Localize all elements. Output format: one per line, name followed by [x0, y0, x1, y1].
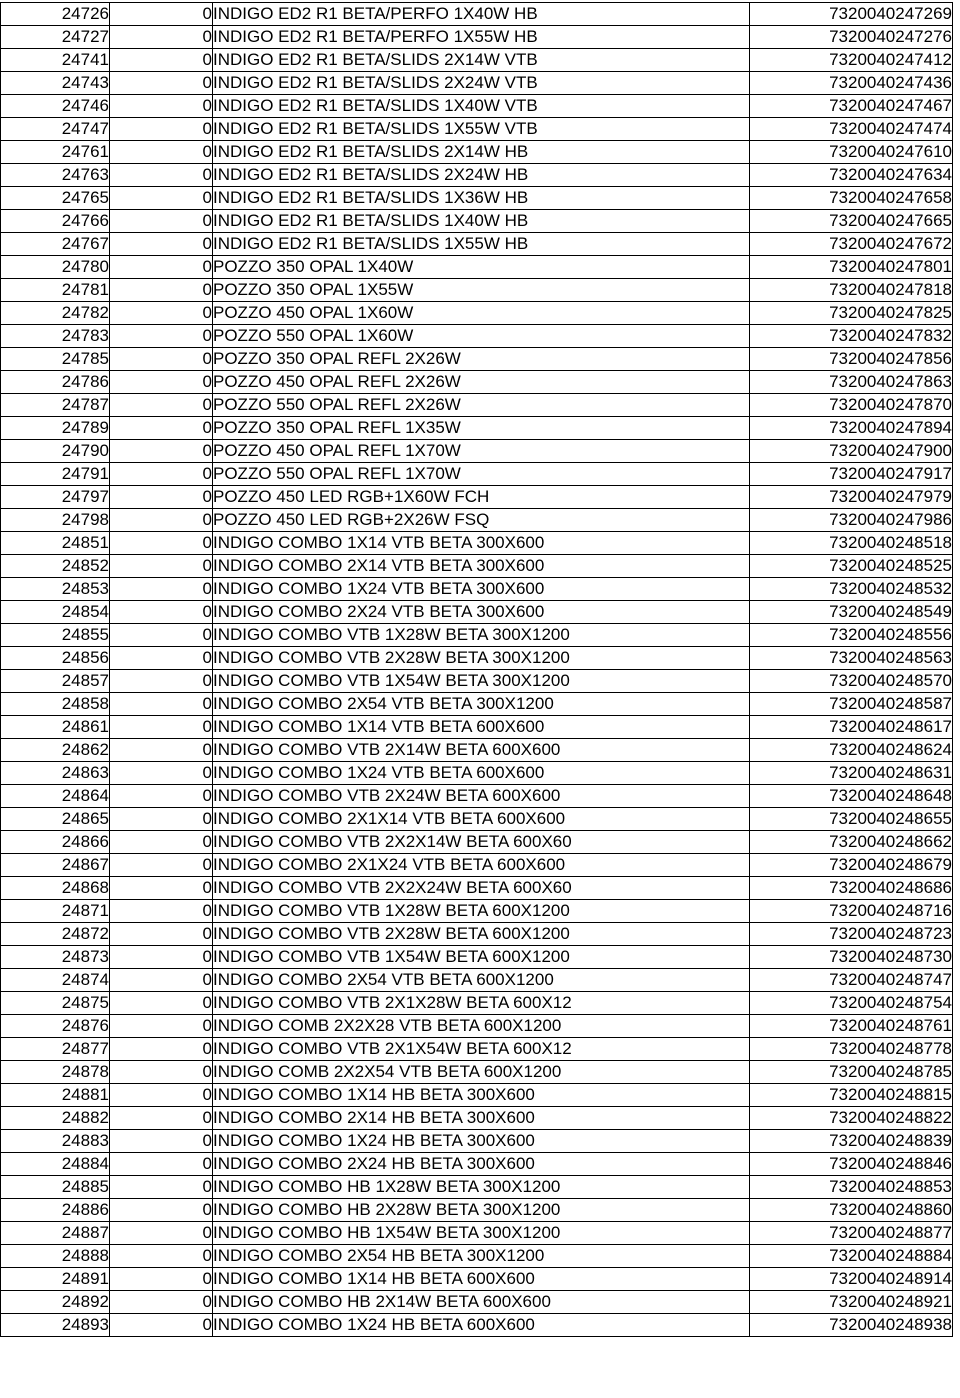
ean-cell: 7320040247979 — [750, 486, 953, 509]
article-code-cell: 24746 — [1, 95, 110, 118]
table-row — [1, 992, 953, 1015]
quantity-cell: 0 — [110, 49, 213, 72]
description-cell: INDIGO COMBO VTB 1X54W BETA 600X1200 — [213, 946, 750, 969]
ean-cell: 7320040247856 — [750, 348, 953, 371]
description-cell: POZZO 450 OPAL 1X60W — [213, 302, 750, 325]
article-code-cell: 24786 — [1, 371, 110, 394]
description-cell: POZZO 450 OPAL REFL 2X26W — [213, 371, 750, 394]
quantity-cell: 0 — [110, 371, 213, 394]
description-cell: INDIGO ED2 R1 BETA/PERFO 1X55W HB — [213, 26, 750, 49]
description-cell: INDIGO COMBO 2X24 HB BETA 300X600 — [213, 1153, 750, 1176]
article-code-cell: 24853 — [1, 578, 110, 601]
ean-cell: 7320040247467 — [750, 95, 953, 118]
ean-cell: 7320040248549 — [750, 601, 953, 624]
description-cell: INDIGO COMBO VTB 2X14W BETA 600X600 — [213, 739, 750, 762]
article-code-cell: 24855 — [1, 624, 110, 647]
description-cell: INDIGO COMBO 1X24 HB BETA 300X600 — [213, 1130, 750, 1153]
quantity-cell: 0 — [110, 210, 213, 233]
description-cell: POZZO 450 OPAL REFL 1X70W — [213, 440, 750, 463]
table-row — [1, 233, 953, 256]
description-cell: INDIGO ED2 R1 BETA/SLIDS 2X14W VTB — [213, 49, 750, 72]
description-cell: INDIGO COMBO HB 1X54W BETA 300X1200 — [213, 1222, 750, 1245]
quantity-cell: 0 — [110, 1268, 213, 1291]
article-code-cell: 24863 — [1, 762, 110, 785]
quantity-cell: 0 — [110, 72, 213, 95]
product-table — [0, 2, 953, 1337]
article-code-cell: 24884 — [1, 1153, 110, 1176]
quantity-cell: 0 — [110, 3, 213, 26]
article-code-cell: 24892 — [1, 1291, 110, 1314]
quantity-cell: 0 — [110, 141, 213, 164]
ean-cell: 7320040248761 — [750, 1015, 953, 1038]
ean-cell: 7320040248587 — [750, 693, 953, 716]
quantity-cell: 0 — [110, 486, 213, 509]
description-cell: INDIGO COMBO 1X14 HB BETA 600X600 — [213, 1268, 750, 1291]
ean-cell: 7320040248877 — [750, 1222, 953, 1245]
article-code-cell: 24866 — [1, 831, 110, 854]
ean-cell: 7320040247276 — [750, 26, 953, 49]
ean-cell: 7320040248839 — [750, 1130, 953, 1153]
table-row — [1, 670, 953, 693]
quantity-cell: 0 — [110, 877, 213, 900]
ean-cell: 7320040248662 — [750, 831, 953, 854]
description-cell: POZZO 550 OPAL 1X60W — [213, 325, 750, 348]
ean-cell: 7320040248518 — [750, 532, 953, 555]
table-row — [1, 1107, 953, 1130]
article-code-cell: 24727 — [1, 26, 110, 49]
description-cell: POZZO 550 OPAL REFL 2X26W — [213, 394, 750, 417]
table-row — [1, 1061, 953, 1084]
table-row — [1, 969, 953, 992]
quantity-cell: 0 — [110, 716, 213, 739]
ean-cell: 7320040248679 — [750, 854, 953, 877]
description-cell: INDIGO COMBO VTB 2X24W BETA 600X600 — [213, 785, 750, 808]
ean-cell: 7320040247917 — [750, 463, 953, 486]
table-row — [1, 716, 953, 739]
ean-cell: 7320040248853 — [750, 1176, 953, 1199]
quantity-cell: 0 — [110, 739, 213, 762]
article-code-cell: 24872 — [1, 923, 110, 946]
article-code-cell: 24877 — [1, 1038, 110, 1061]
quantity-cell: 0 — [110, 992, 213, 1015]
ean-cell: 7320040247412 — [750, 49, 953, 72]
table-row — [1, 210, 953, 233]
table-row — [1, 647, 953, 670]
description-cell: INDIGO ED2 R1 BETA/SLIDS 1X36W HB — [213, 187, 750, 210]
quantity-cell: 0 — [110, 762, 213, 785]
table-row — [1, 555, 953, 578]
quantity-cell: 0 — [110, 1015, 213, 1038]
table-row — [1, 923, 953, 946]
article-code-cell: 24883 — [1, 1130, 110, 1153]
table-row — [1, 1222, 953, 1245]
table-row — [1, 26, 953, 49]
quantity-cell: 0 — [110, 279, 213, 302]
description-cell: INDIGO ED2 R1 BETA/SLIDS 2X24W HB — [213, 164, 750, 187]
description-cell: INDIGO COMBO VTB 2X1X54W BETA 600X12 — [213, 1038, 750, 1061]
description-cell: INDIGO COMBO 1X24 HB BETA 600X600 — [213, 1314, 750, 1337]
table-row — [1, 325, 953, 348]
table-row — [1, 624, 953, 647]
table-row — [1, 417, 953, 440]
article-code-cell: 24791 — [1, 463, 110, 486]
quantity-cell: 0 — [110, 440, 213, 463]
description-cell: INDIGO COMB 2X2X54 VTB BETA 600X1200 — [213, 1061, 750, 1084]
ean-cell: 7320040248655 — [750, 808, 953, 831]
description-cell: INDIGO COMB 2X2X28 VTB BETA 600X1200 — [213, 1015, 750, 1038]
table-row — [1, 693, 953, 716]
quantity-cell: 0 — [110, 601, 213, 624]
description-cell: INDIGO COMBO VTB 2X2X24W BETA 600X60 — [213, 877, 750, 900]
table-row — [1, 49, 953, 72]
quantity-cell: 0 — [110, 26, 213, 49]
ean-cell: 7320040248785 — [750, 1061, 953, 1084]
article-code-cell: 24871 — [1, 900, 110, 923]
description-cell: POZZO 450 LED RGB+2X26W FSQ — [213, 509, 750, 532]
quantity-cell: 0 — [110, 256, 213, 279]
quantity-cell: 0 — [110, 1176, 213, 1199]
article-code-cell: 24741 — [1, 49, 110, 72]
article-code-cell: 24868 — [1, 877, 110, 900]
article-code-cell: 24873 — [1, 946, 110, 969]
description-cell: INDIGO COMBO VTB 2X2X14W BETA 600X60 — [213, 831, 750, 854]
ean-cell: 7320040248938 — [750, 1314, 953, 1337]
ean-cell: 7320040247610 — [750, 141, 953, 164]
description-cell: POZZO 350 OPAL 1X55W — [213, 279, 750, 302]
article-code-cell: 24767 — [1, 233, 110, 256]
table-row — [1, 762, 953, 785]
ean-cell: 7320040248822 — [750, 1107, 953, 1130]
article-code-cell: 24886 — [1, 1199, 110, 1222]
table-row — [1, 877, 953, 900]
ean-cell: 7320040248860 — [750, 1199, 953, 1222]
article-code-cell: 24862 — [1, 739, 110, 762]
ean-cell: 7320040248617 — [750, 716, 953, 739]
ean-cell: 7320040247634 — [750, 164, 953, 187]
ean-cell: 7320040248570 — [750, 670, 953, 693]
article-code-cell: 24780 — [1, 256, 110, 279]
article-code-cell: 24763 — [1, 164, 110, 187]
table-row — [1, 164, 953, 187]
ean-cell: 7320040248525 — [750, 555, 953, 578]
ean-cell: 7320040248532 — [750, 578, 953, 601]
quantity-cell: 0 — [110, 532, 213, 555]
article-code-cell: 24798 — [1, 509, 110, 532]
quantity-cell: 0 — [110, 1130, 213, 1153]
quantity-cell: 0 — [110, 325, 213, 348]
table-row — [1, 1176, 953, 1199]
table-row — [1, 509, 953, 532]
article-code-cell: 24726 — [1, 3, 110, 26]
article-code-cell: 24789 — [1, 417, 110, 440]
ean-cell: 7320040247900 — [750, 440, 953, 463]
description-cell: INDIGO COMBO 2X54 VTB BETA 600X1200 — [213, 969, 750, 992]
quantity-cell: 0 — [110, 1314, 213, 1337]
table-row — [1, 256, 953, 279]
article-code-cell: 24856 — [1, 647, 110, 670]
table-row — [1, 348, 953, 371]
description-cell: INDIGO COMBO 2X1X14 VTB BETA 600X600 — [213, 808, 750, 831]
article-code-cell: 24854 — [1, 601, 110, 624]
article-code-cell: 24787 — [1, 394, 110, 417]
article-code-cell: 24867 — [1, 854, 110, 877]
quantity-cell: 0 — [110, 831, 213, 854]
description-cell: INDIGO COMBO 2X54 HB BETA 300X1200 — [213, 1245, 750, 1268]
article-code-cell: 24766 — [1, 210, 110, 233]
table-row — [1, 394, 953, 417]
table-row — [1, 1268, 953, 1291]
ean-cell: 7320040247665 — [750, 210, 953, 233]
description-cell: POZZO 550 OPAL REFL 1X70W — [213, 463, 750, 486]
quantity-cell: 0 — [110, 187, 213, 210]
quantity-cell: 0 — [110, 854, 213, 877]
description-cell: INDIGO COMBO VTB 2X1X28W BETA 600X12 — [213, 992, 750, 1015]
table-row — [1, 371, 953, 394]
ean-cell: 7320040247658 — [750, 187, 953, 210]
ean-cell: 7320040248723 — [750, 923, 953, 946]
quantity-cell: 0 — [110, 1084, 213, 1107]
article-code-cell: 24891 — [1, 1268, 110, 1291]
table-row — [1, 440, 953, 463]
table-row — [1, 854, 953, 877]
article-code-cell: 24761 — [1, 141, 110, 164]
quantity-cell: 0 — [110, 670, 213, 693]
quantity-cell: 0 — [110, 509, 213, 532]
article-code-cell: 24881 — [1, 1084, 110, 1107]
table-row — [1, 946, 953, 969]
table-row — [1, 601, 953, 624]
article-code-cell: 24876 — [1, 1015, 110, 1038]
ean-cell: 7320040247436 — [750, 72, 953, 95]
ean-cell: 7320040247863 — [750, 371, 953, 394]
table-row — [1, 1015, 953, 1038]
table-row — [1, 532, 953, 555]
description-cell: INDIGO COMBO 1X14 VTB BETA 300X600 — [213, 532, 750, 555]
article-code-cell: 24875 — [1, 992, 110, 1015]
quantity-cell: 0 — [110, 808, 213, 831]
ean-cell: 7320040248815 — [750, 1084, 953, 1107]
article-code-cell: 24858 — [1, 693, 110, 716]
article-code-cell: 24852 — [1, 555, 110, 578]
quantity-cell: 0 — [110, 1245, 213, 1268]
quantity-cell: 0 — [110, 1291, 213, 1314]
ean-cell: 7320040248778 — [750, 1038, 953, 1061]
quantity-cell: 0 — [110, 693, 213, 716]
quantity-cell: 0 — [110, 348, 213, 371]
description-cell: INDIGO COMBO 2X54 VTB BETA 300X1200 — [213, 693, 750, 716]
table-row — [1, 463, 953, 486]
article-code-cell: 24782 — [1, 302, 110, 325]
ean-cell: 7320040248754 — [750, 992, 953, 1015]
description-cell: INDIGO COMBO 1X14 HB BETA 300X600 — [213, 1084, 750, 1107]
quantity-cell: 0 — [110, 946, 213, 969]
quantity-cell: 0 — [110, 118, 213, 141]
ean-cell: 7320040247870 — [750, 394, 953, 417]
article-code-cell: 24851 — [1, 532, 110, 555]
table-row — [1, 1153, 953, 1176]
table-row — [1, 95, 953, 118]
quantity-cell: 0 — [110, 233, 213, 256]
ean-cell: 7320040247474 — [750, 118, 953, 141]
ean-cell: 7320040248730 — [750, 946, 953, 969]
table-row — [1, 1291, 953, 1314]
table-row — [1, 739, 953, 762]
ean-cell: 7320040248747 — [750, 969, 953, 992]
article-code-cell: 24765 — [1, 187, 110, 210]
table-row — [1, 72, 953, 95]
quantity-cell: 0 — [110, 463, 213, 486]
table-row — [1, 302, 953, 325]
description-cell: INDIGO COMBO VTB 2X28W BETA 600X1200 — [213, 923, 750, 946]
description-cell: INDIGO COMBO 2X24 VTB BETA 300X600 — [213, 601, 750, 624]
description-cell: POZZO 350 OPAL 1X40W — [213, 256, 750, 279]
ean-cell: 7320040247832 — [750, 325, 953, 348]
ean-cell: 7320040247269 — [750, 3, 953, 26]
ean-cell: 7320040248921 — [750, 1291, 953, 1314]
description-cell: INDIGO COMBO VTB 1X28W BETA 600X1200 — [213, 900, 750, 923]
ean-cell: 7320040247672 — [750, 233, 953, 256]
quantity-cell: 0 — [110, 1199, 213, 1222]
article-code-cell: 24864 — [1, 785, 110, 808]
description-cell: INDIGO COMBO HB 2X14W BETA 600X600 — [213, 1291, 750, 1314]
description-cell: INDIGO COMBO 1X14 VTB BETA 600X600 — [213, 716, 750, 739]
quantity-cell: 0 — [110, 555, 213, 578]
quantity-cell: 0 — [110, 1222, 213, 1245]
quantity-cell: 0 — [110, 900, 213, 923]
description-cell: INDIGO COMBO 1X24 VTB BETA 300X600 — [213, 578, 750, 601]
table-row — [1, 1199, 953, 1222]
description-cell: POZZO 350 OPAL REFL 2X26W — [213, 348, 750, 371]
article-code-cell: 24743 — [1, 72, 110, 95]
table-row — [1, 1084, 953, 1107]
ean-cell: 7320040248914 — [750, 1268, 953, 1291]
ean-cell: 7320040248563 — [750, 647, 953, 670]
description-cell: INDIGO COMBO 2X14 HB BETA 300X600 — [213, 1107, 750, 1130]
article-code-cell: 24797 — [1, 486, 110, 509]
article-code-cell: 24885 — [1, 1176, 110, 1199]
article-code-cell: 24865 — [1, 808, 110, 831]
table-row — [1, 1314, 953, 1337]
article-code-cell: 24893 — [1, 1314, 110, 1337]
description-cell: INDIGO ED2 R1 BETA/PERFO 1X40W HB — [213, 3, 750, 26]
table-row — [1, 1130, 953, 1153]
ean-cell: 7320040247818 — [750, 279, 953, 302]
description-cell: INDIGO ED2 R1 BETA/SLIDS 2X24W VTB — [213, 72, 750, 95]
table-row — [1, 808, 953, 831]
quantity-cell: 0 — [110, 394, 213, 417]
quantity-cell: 0 — [110, 302, 213, 325]
description-cell: INDIGO ED2 R1 BETA/SLIDS 1X40W VTB — [213, 95, 750, 118]
table-row — [1, 578, 953, 601]
quantity-cell: 0 — [110, 578, 213, 601]
description-cell: INDIGO COMBO VTB 2X28W BETA 300X1200 — [213, 647, 750, 670]
article-code-cell: 24887 — [1, 1222, 110, 1245]
quantity-cell: 0 — [110, 95, 213, 118]
table-row — [1, 831, 953, 854]
article-code-cell: 24878 — [1, 1061, 110, 1084]
description-cell: INDIGO COMBO 2X14 VTB BETA 300X600 — [213, 555, 750, 578]
table-row — [1, 785, 953, 808]
description-cell: INDIGO ED2 R1 BETA/SLIDS 1X55W VTB — [213, 118, 750, 141]
quantity-cell: 0 — [110, 785, 213, 808]
quantity-cell: 0 — [110, 417, 213, 440]
article-code-cell: 24882 — [1, 1107, 110, 1130]
ean-cell: 7320040248846 — [750, 1153, 953, 1176]
quantity-cell: 0 — [110, 647, 213, 670]
article-code-cell: 24783 — [1, 325, 110, 348]
ean-cell: 7320040248624 — [750, 739, 953, 762]
ean-cell: 7320040247986 — [750, 509, 953, 532]
table-row — [1, 1245, 953, 1268]
ean-cell: 7320040247894 — [750, 417, 953, 440]
table-row — [1, 486, 953, 509]
article-code-cell: 24857 — [1, 670, 110, 693]
article-code-cell: 24781 — [1, 279, 110, 302]
quantity-cell: 0 — [110, 1038, 213, 1061]
description-cell: INDIGO COMBO 2X1X24 VTB BETA 600X600 — [213, 854, 750, 877]
table-row — [1, 900, 953, 923]
quantity-cell: 0 — [110, 1107, 213, 1130]
ean-cell: 7320040247825 — [750, 302, 953, 325]
table-row — [1, 279, 953, 302]
product-table-body — [1, 3, 953, 1337]
ean-cell: 7320040248648 — [750, 785, 953, 808]
table-row — [1, 187, 953, 210]
table-row — [1, 3, 953, 26]
article-code-cell: 24785 — [1, 348, 110, 371]
description-cell: INDIGO ED2 R1 BETA/SLIDS 1X55W HB — [213, 233, 750, 256]
article-code-cell: 24747 — [1, 118, 110, 141]
quantity-cell: 0 — [110, 1153, 213, 1176]
quantity-cell: 0 — [110, 1061, 213, 1084]
description-cell: INDIGO COMBO VTB 1X54W BETA 300X1200 — [213, 670, 750, 693]
article-code-cell: 24874 — [1, 969, 110, 992]
description-cell: POZZO 350 OPAL REFL 1X35W — [213, 417, 750, 440]
table-row — [1, 1038, 953, 1061]
description-cell: INDIGO COMBO HB 2X28W BETA 300X1200 — [213, 1199, 750, 1222]
ean-cell: 7320040248884 — [750, 1245, 953, 1268]
quantity-cell: 0 — [110, 923, 213, 946]
ean-cell: 7320040248556 — [750, 624, 953, 647]
ean-cell: 7320040248631 — [750, 762, 953, 785]
description-cell: INDIGO COMBO HB 1X28W BETA 300X1200 — [213, 1176, 750, 1199]
description-cell: INDIGO ED2 R1 BETA/SLIDS 1X40W HB — [213, 210, 750, 233]
description-cell: INDIGO ED2 R1 BETA/SLIDS 2X14W HB — [213, 141, 750, 164]
article-code-cell: 24888 — [1, 1245, 110, 1268]
article-code-cell: 24790 — [1, 440, 110, 463]
quantity-cell: 0 — [110, 969, 213, 992]
table-row — [1, 118, 953, 141]
ean-cell: 7320040248686 — [750, 877, 953, 900]
table-row — [1, 141, 953, 164]
ean-cell: 7320040247801 — [750, 256, 953, 279]
quantity-cell: 0 — [110, 164, 213, 187]
description-cell: INDIGO COMBO 1X24 VTB BETA 600X600 — [213, 762, 750, 785]
quantity-cell: 0 — [110, 624, 213, 647]
description-cell: INDIGO COMBO VTB 1X28W BETA 300X1200 — [213, 624, 750, 647]
description-cell: POZZO 450 LED RGB+1X60W FCH — [213, 486, 750, 509]
ean-cell: 7320040248716 — [750, 900, 953, 923]
article-code-cell: 24861 — [1, 716, 110, 739]
